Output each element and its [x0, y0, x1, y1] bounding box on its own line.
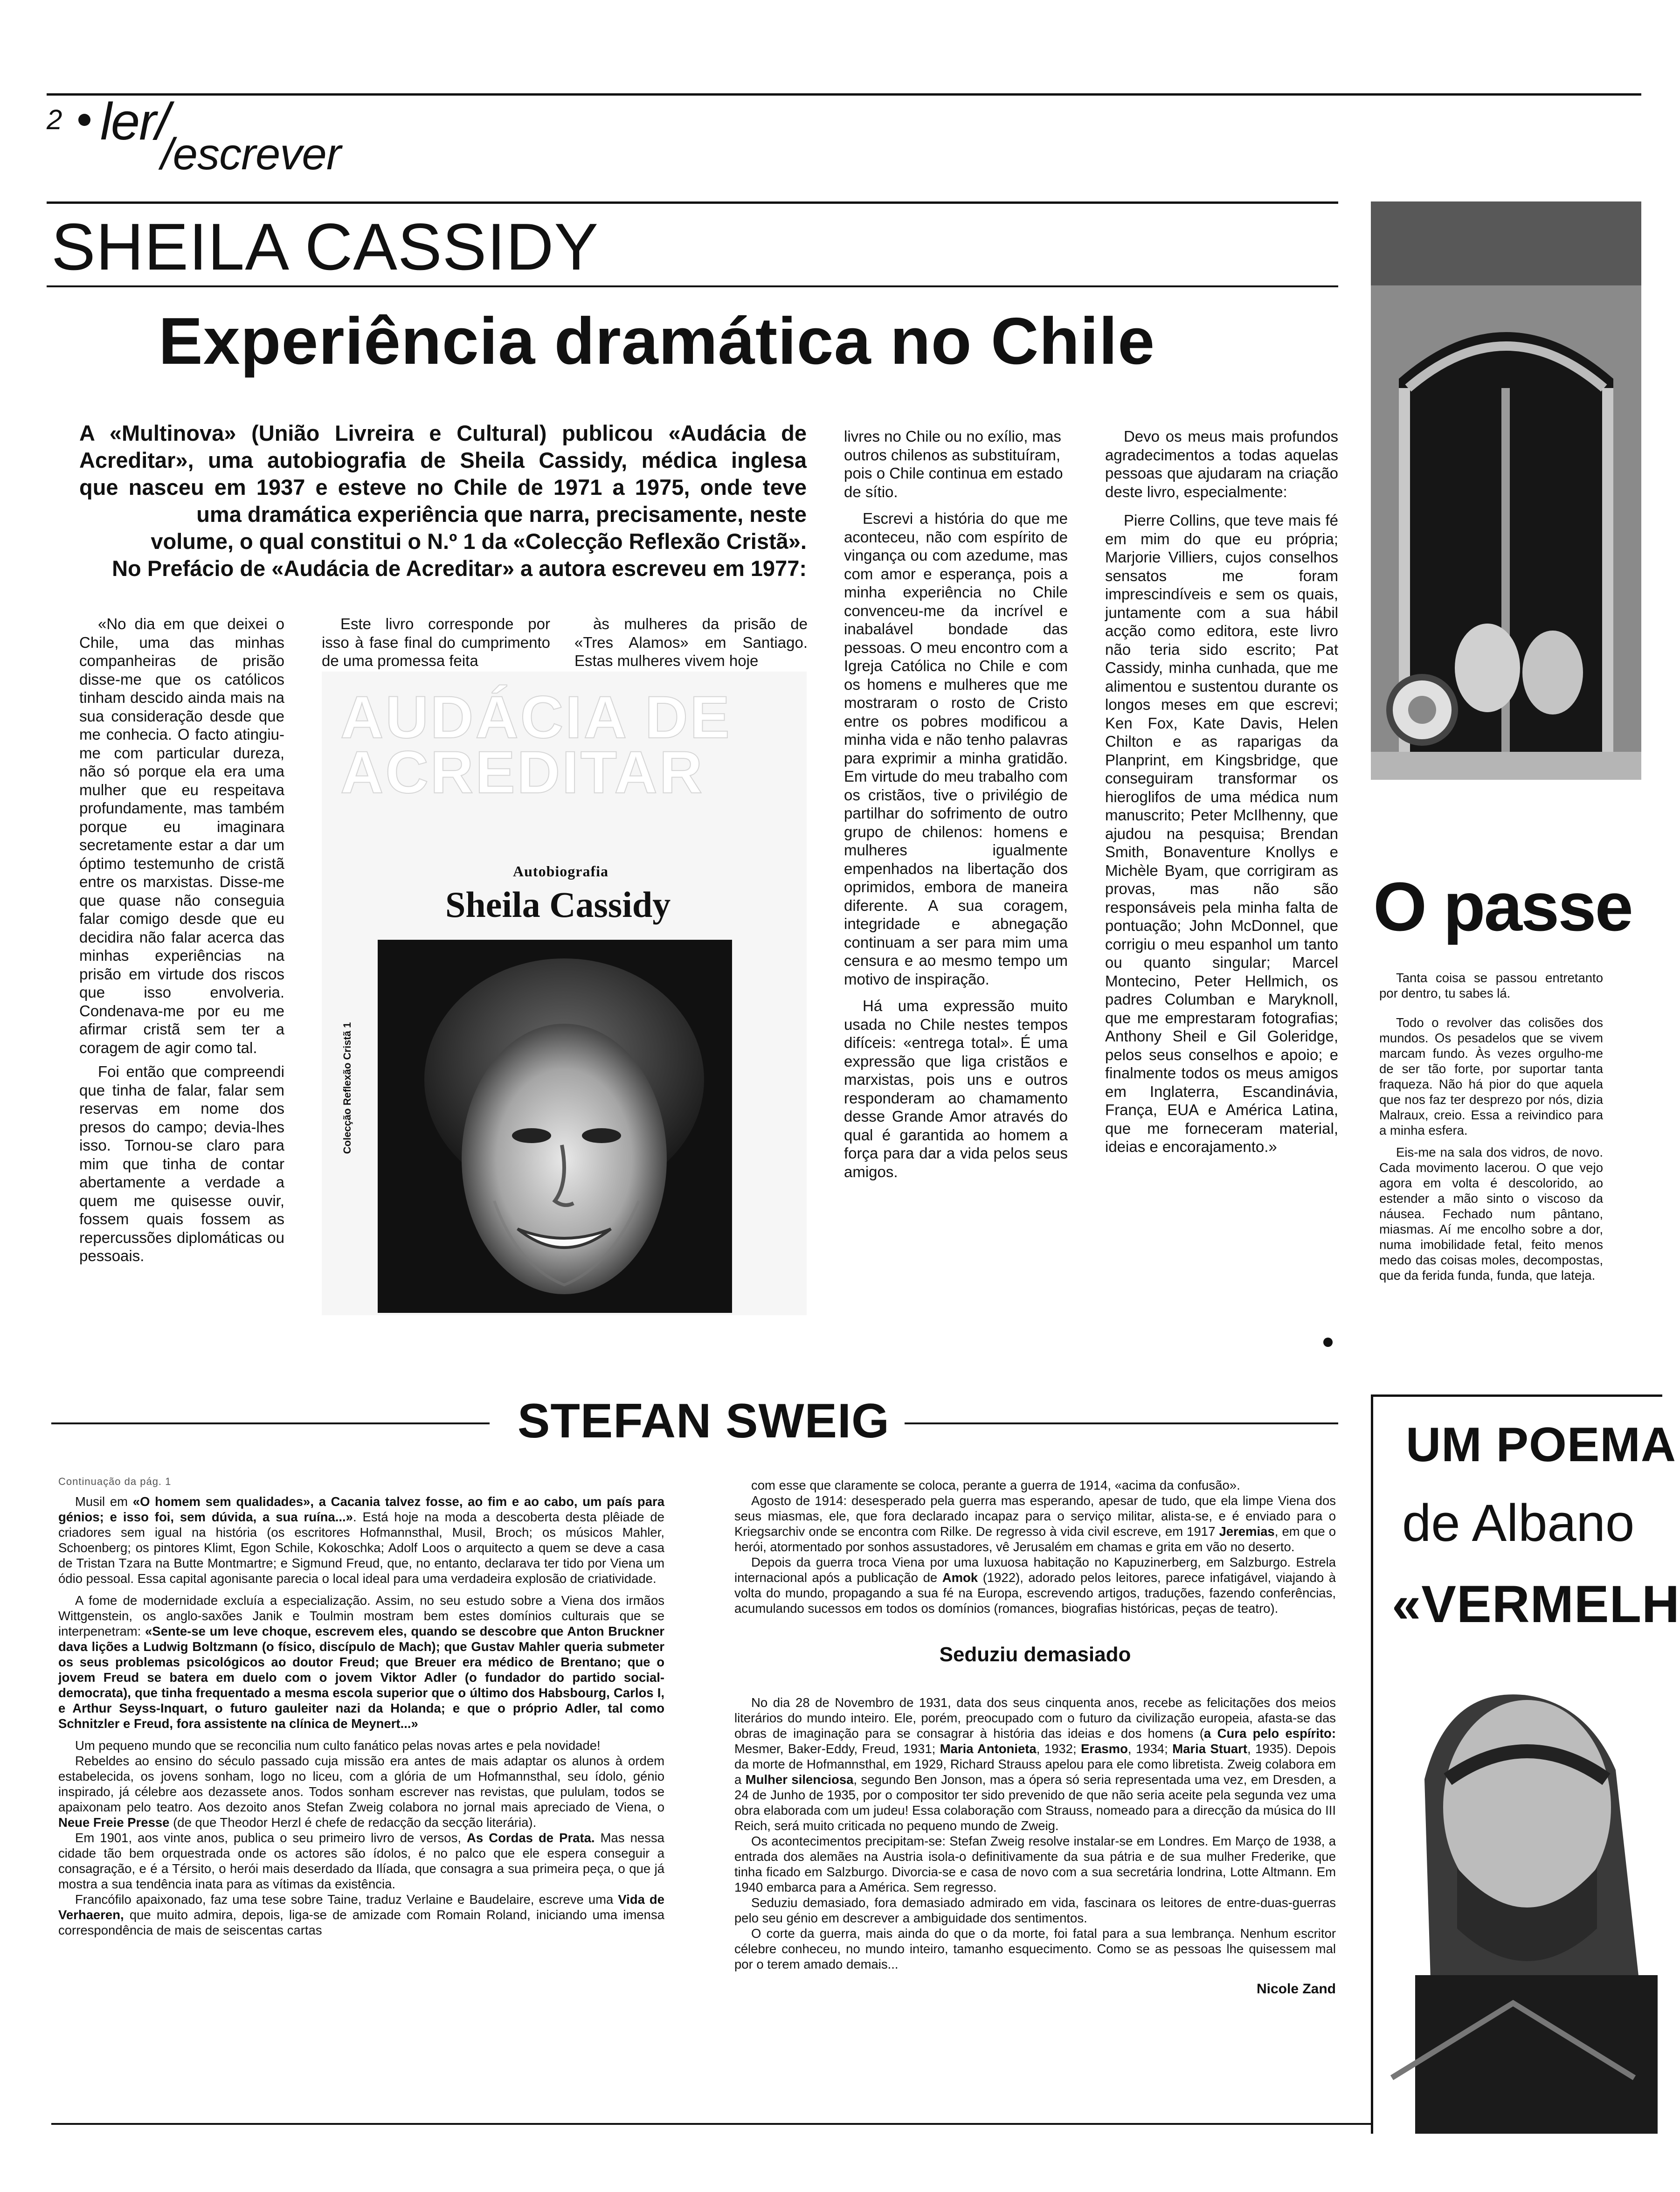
continuation-note: Continuação da pág. 1 — [58, 1476, 172, 1487]
book-title-art: AUDÁCIA DE ACREDITAR — [340, 684, 732, 806]
bullet-icon — [78, 114, 90, 126]
article2-headline: STEFAN SWEIG — [518, 1394, 890, 1448]
kicker-rule — [47, 285, 1338, 287]
paragraph: Rebeldes ao ensino do século passado cuja missão era antes de mais adaptar os alunos à ordem estabelecida, os jovens sonham, logo no liceu, com a glória de um Hofmannsthal, seu ídolo, génio inspirado, já célebre aos dezassete anos. Todos sonham escrever nas revistas, que pululam, todos se apaixonam pelo teatro. Aos dezoito anos Stefan Zweig colabora no jornal mais apreciado de Viena, o Neue Freie Presse (de que Theodor Herzl é chefe de redacção da secção literária). — [58, 1754, 664, 1830]
header-rule — [47, 201, 1338, 204]
paragraph: Este livro corresponde por isso à fase final do cumprimento de uma promessa feita — [322, 615, 550, 669]
paragraph: Foi então que compreendi que tinha de falar, falar sem reservas em nome dos presos do campo; devia-lhes isso. Tornou-se claro para mim que tinha de contar abertamente a verdade a quem me quisesse ouvir, fossem quais fossem as repercussões diplomáticas ou pessoais. — [79, 1063, 284, 1264]
book-series: Colecção Reflexão Cristã 1 — [341, 1022, 353, 1154]
paragraph: Agosto de 1914: desesperado pela guerra mas esperando, apesar de tudo, que ela limpe Viena dos seus miasmas, ele, que fora declarado incapaz para o serviço militar, alista-se, e é enviado para o Kriegsarchiv onde se encontra com Rilke. De regresso à vida civil escreve, em 1917 Jeremias, em que o herói, atormentado por sonhos assustadores, vê Jerusalém em chamas e grita em vão no deserto. — [734, 1493, 1336, 1554]
paragraph: Eis-me na sala dos vidros, de novo. Cada movimento lacerou. O que vejo agora em volta é descolorido, ao estender a mão sinto o viscoso da náusea. Fechado num pântano, miasmas. Aí me encolho sobre a dor, numa imobilidade fetal, feito menos medo das coisas moles, decompostas, que da ferida funda, funda, que lateja. — [1379, 1145, 1603, 1283]
paragraph: com esse que claramente se coloca, perante a guerra de 1914, «acima da confusão». — [751, 1478, 1240, 1492]
paragraph: Devo os meus mais profundos agradecimentos a todas aquelas pessoas que ajudaram na criação deste livro, especialmente: — [1105, 428, 1338, 500]
paragraph: Um pequeno mundo que se reconcilia num culto fanático pelas novas artes e pela novidade! — [75, 1738, 601, 1753]
paragraph: No dia 28 de Novembro de 1931, data dos seus cinquenta anos, recebe as felicitações dos meios literários do mundo inteiro. Ele, porém, preocupado com o futuro da civilização europeia, afasta-se das obras de imaginação para se consagrar à história das ideias e dos homens (a Cura pelo espírito: Mesmer, Baker-Eddy, Freud, 1931; Maria Antonieta, 1932; Erasmo, 1934; Maria Stuart, 1935). Depois da morte de Hofmannsthal, em 1929, Richard Strauss apelou para ele como libretista. Zweig colabora em a Mulher silenciosa, segundo Ben Jonson, mas a ópera só seria representada uma vez, em Dresden, a 24 de Junho de 1935, por o compositor ter sido prevenido de que não seria aceite pela segunda vez uma obra elaborada com um judeu! Essa colaboração com Strauss, nomeado para a direcção da música do III Reich, será muito criticada no pequeno mundo de Zweig. — [734, 1695, 1336, 1833]
lead-line: volume, o qual constitui o N.º 1 da «Colecção Reflexão Cristã». — [151, 529, 807, 554]
article-column-5 — [1105, 427, 1338, 1156]
lead-line: Acreditar», uma autobiografia de Sheila Cassidy, médica inglesa — [79, 448, 807, 472]
window-photo-illustration — [1371, 201, 1641, 780]
paragraph: Todo o revolver das colisões dos mundos. Os pesadelos que se vivem marcam fundo. Às vezes orgulho-me de ser tão forte, por suportar tanta fraqueza. Não há pior do que aquela que nos faz ter desprezo por nós, dizia Malraux, creio. Essa a reivindico para a minha esfera. — [1379, 1015, 1603, 1138]
poet-photo — [1373, 1667, 1662, 2134]
article-lead — [79, 420, 807, 582]
article-column-2 — [322, 615, 550, 670]
book-cover — [322, 672, 807, 1315]
end-mark-icon — [1323, 1338, 1333, 1347]
lead-line: uma dramática experiência que narra, precisamente, neste — [196, 502, 807, 527]
paragraph: Há uma expressão muito usada no Chile nestes tempos difíceis: «entrega total». É uma expressão que liga cristãos e marxistas, pois uns e outros responderam ao chamamento desse Grande Amor através do qual é garantida ao homem a força para dar a vida pelos seus amigos. — [844, 997, 1068, 1180]
section-title-top: ler/ — [100, 92, 169, 151]
section-rule-left — [51, 1422, 490, 1424]
poem-box-line-2: de Albano — [1402, 1494, 1635, 1552]
lead-line: A «Multinova» (União Livreira e Cultural) publicou «Audácia de — [79, 421, 807, 445]
paragraph: Depois da guerra troca Viena por uma luxuosa habitação no Kapuzinerberg, em Salzburgo. Estrela internacional após a publicação de Amok (1922), adorado pelos leitores, parece infatigável, viajando à volta do mundo, propagando a sua fé na Europa, escrevendo artigos, traduções, fazendo conferências, acumulando sucessos em todos os domínios (romances, biografias históricas, peças de teatro). — [734, 1555, 1336, 1616]
paragraph: O corte da guerra, mais ainda do que o da morte, foi fatal para a sua lembrança. Nenhum escritor célebre conheceu, no mundo inteiro, tamanho esquecimento. Como se as pessoas lhe quisessem mal por o terem amado demais... — [734, 1926, 1336, 1971]
top-rule — [47, 93, 1641, 96]
article-headline: Experiência dramática no Chile — [159, 304, 1155, 378]
article-column-3 — [574, 615, 808, 670]
poem-box-line-3: «VERMELH — [1392, 1575, 1680, 1633]
sidebar-headline: O passe — [1373, 868, 1632, 945]
paragraph: Seduziu demasiado, fora demasiado admirado em vida, fascinara os leitores de entre-duas-guerras pelo seu génio em descrever a ambiguidade dos sentimentos. — [734, 1895, 1336, 1925]
poem-box — [1371, 1394, 1680, 2134]
paragraph: «No dia em que deixei o Chile, uma das minhas companheiras de prisão disse-me que os católicos tinham descido ainda mais na sua consideração desde que me conhecia. O facto atingiu-me com particular dureza, não só porque ela era uma mulher que eu respeitava profundamente, mas também porque eu imaginara secretamente estar a dar um óptimo testemunho de cristã entre os marxistas. Disse-me que quase não conseguia falar comigo desde que eu decidira não falar acerca das minhas experiências na prisão em virtude dos riscos que isso envolveria. Condenava-me por eu me afirmar cristã sem ter a coragem de agir como tal. — [79, 615, 284, 1056]
lead-line: No Prefácio de «Audácia de Acreditar» a autora escreveu em 1977: — [112, 556, 807, 581]
article2-left-column — [58, 1474, 664, 1938]
author-portrait-photo — [378, 940, 732, 1313]
book-subtitle: Autobiografia — [513, 863, 608, 880]
section-title-bottom: /escrever — [161, 129, 341, 179]
paragraph: Escrevi a história do que me aconteceu, não com espírito de vingança ou com azedume, mas com amor e esperança, pois a minha experiência no Chile convenceu-me da incrível e inabalável bondade das pessoas. O meu encontro com a Igreja Católica no Chile e com os homens e mulheres que me mostraram o rosto de Cristo entre os pobres modificou a minha vida e não tenho palavras para exprimir a minha gratidão. Em virtude do meu trabalho com os cristãos, tive o privilégio de partilhar do sofrimento de outro grupo de chilenos: homens e mulheres igualmente empenhados na libertação dos oprimidos, embora de maneira diferente. A sua coragem, integridade e abnegação continuam a ser para mim uma censura e ao mesmo tempo um motivo de inspiração. — [844, 510, 1068, 988]
paragraph: Musil em «O homem sem qualidades», a Cacania talvez fosse, ao fim e ao cabo, um país para génios; e isso foi, sem dúvida, a sua ruína...». Está hoje na moda a descoberta desta plêiade de criadores sem igual na história (os escritores Hofmannsthal, Musil, Broch; os músicos Mahler, Schoenberg; os pintores Klimt, Egon Schile, Kokoschka; Adolf Loos o arquitecto a quem se deve a casa de Tristan Tzara na Butte Montmartre; e Sigmund Freud, que, no entanto, declarava ter tido por Viena um ódio pessoal. Essa capital agonisante parecia o local ideal para uma verdadeira explosão de criatividade. — [58, 1494, 664, 1586]
paragraph: A fome de modernidade excluía a especialização. Assim, no seu estudo sobre a Viena dos irmãos Wittgenstein, os anglo-saxões Janik e Toulmin mostram bem estes domínios culturais que se interpenetram: «Sente-se um leve choque, escrevem eles, quando se descobre que Anton Bruckner dava lições a Ludwig Boltzmann (o físico, discípulo de Mach); que Gustav Mahler queria submeter os seus problemas psicológicos ao doutor Freud; que Breuer era médico de Brentano; que o jovem Freud se batera em duelo com o jovem Viktor Adler (o fundador do partido social-democrata), que tinha frequentado a mesma escola superior que o último dos Habsbourg, Carlos I, e Arthur Seyss-Inquart, o futuro gauleiter nazi da Holanda; e que o próprio Adler, tal como Schnitzler e Freud, fora assistente na clínica de Meynert...» — [58, 1593, 664, 1731]
sidebar-photo — [1371, 201, 1641, 780]
paragraph: Tanta coisa se passou entretanto por dentro, tu sabes lá. — [1379, 971, 1603, 1000]
byline: Nicole Zand — [1256, 1981, 1336, 1997]
article2-subhead: Seduziu demasiado — [939, 1643, 1131, 1666]
paragraph: Os acontecimentos precipitam-se: Stefan Zweig resolve instalar-se em Londres. Em Março de 1938, a entrada dos alemães na Austria isola-o definitivamente da sua pátria e de sua mulher Frederike, que tinha ficado em Salzburgo. Divorcia-se e casa de novo com a sua secretária londrina, Lotte Altmann. Em 1940 embarca para a América. Sem regresso. — [734, 1834, 1336, 1894]
article2-right-column — [734, 1478, 1336, 1997]
section-rule-right — [905, 1422, 1338, 1424]
portrait-illustration — [378, 940, 732, 1313]
article-kicker: SHEILA CASSIDY — [51, 210, 599, 284]
paragraph: livres no Chile ou no exílio, mas outros chilenos as substituíram, pois o Chile continua em estado de sítio. — [844, 428, 1063, 500]
article-column-1 — [79, 615, 284, 1265]
article-column-4 — [844, 427, 1068, 1181]
paragraph: Em 1901, aos vinte anos, publica o seu primeiro livro de versos, As Cordas de Prata. Mas nessa cidade tão bem orquestrada onde os actores são ídolos, é no palco que ele espera conseguir a consagração, e é a Térsito, o herói mais deserdado da Ilíada, que consagra a sua primeira peça, o que já mostra a sua tendência inata para as vítimas da existência. — [58, 1831, 664, 1891]
poem-box-line-1: UM POEMA — [1406, 1418, 1676, 1472]
paragraph: Francófilo apaixonado, faz uma tese sobre Taine, traduz Verlaine e Baudelaire, escreve uma Vida de Verhaeren, que muito admira, depois, liga-se de amizade com Romain Roland, iniciando uma imensa correspondência de mais de seiscentas cartas — [58, 1892, 664, 1937]
book-author: Sheila Cassidy — [445, 884, 671, 925]
sidebar-text — [1379, 970, 1603, 1283]
lead-line: que nasceu em 1937 e esteve no Chile de 1971 a 1975, onde teve — [79, 475, 807, 499]
paragraph: às mulheres da prisão de «Tres Alamos» em Santiago. Estas mulheres vivem hoje — [574, 615, 808, 669]
paragraph: Pierre Collins, que teve mais fé em mim do que eu própria; Marjorie Villiers, cujos conselhos sensatos me foram imprescindíveis e sem os quais, juntamente com a sua hábil acção como editora, este livro não teria sido escrito; Pat Cassidy, minha cunhada, que me alimentou e sustentou durante os longos meses em que escrevi; Ken Fox, Kate Davis, Helen Chilton e as raparigas da Planprint, em Kingsbridge, que conseguiram transformar os hieroglifos de uma médica num manuscrito; Peter McIlhenny, que ajudou na pesquisa; Brendan Smith, Bonaventure Knollys e Michèle Byam, que corrigiram as provas, mas não são responsáveis pela minha falta de pontuação; John McDonnel, que corrigiu o meu espanhol um tanto ou quanto singular; Marcel Montecino, Peter Hellmich, os padres Columban e Maryknoll, que me emprestaram fotografias; Anthony Sheil e Gil Goleridge, pelos seus conselhos e apoio; e finalmente todos os meus amigos em Inglaterra, Escandinávia, França, EUA e América Latina, que me forneceram material, ideias e encorajamento.» — [1105, 512, 1338, 1155]
page-number: 2 — [47, 104, 62, 135]
